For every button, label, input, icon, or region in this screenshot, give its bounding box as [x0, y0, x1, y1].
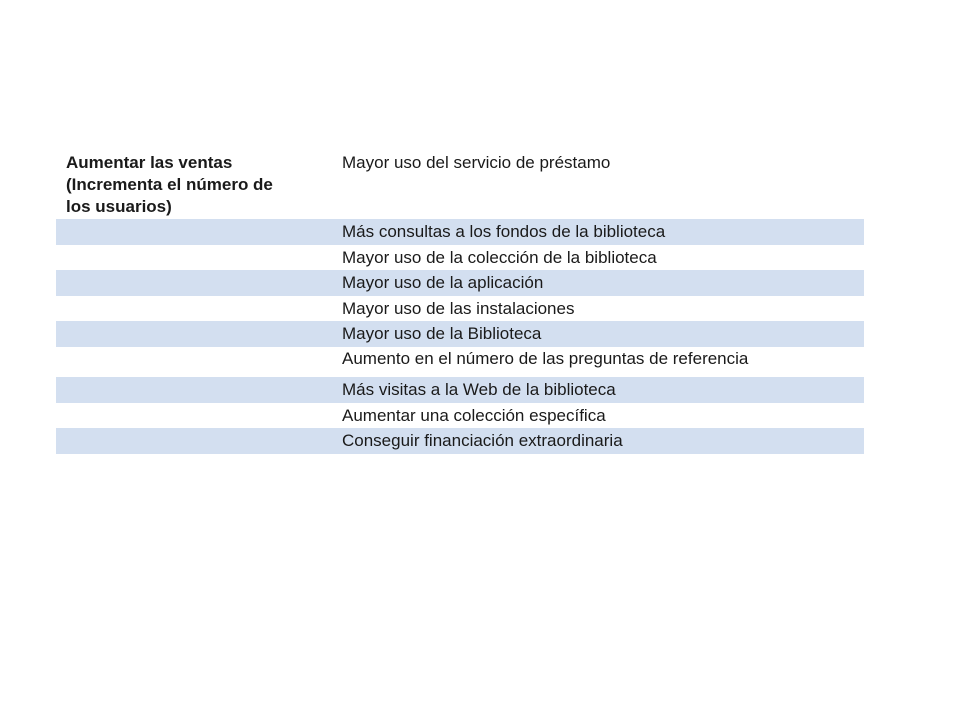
item-cell: Mayor uso del servicio de préstamo [342, 153, 611, 172]
item-cell: Aumento en el número de las preguntas de referencia [342, 348, 749, 368]
table-row [56, 245, 864, 271]
item-cell: Mayor uso de las instalaciones [342, 298, 575, 318]
item-cell: Aumentar una colección específica [342, 405, 606, 425]
item-cell: Mayor uso de la Biblioteca [342, 324, 542, 344]
empty-cell [56, 245, 334, 271]
empty-cell [56, 428, 334, 454]
empty-cell [56, 270, 334, 296]
table-row [56, 219, 864, 245]
category-line: Aumentar las ventas [66, 153, 233, 172]
category-line: los usuarios) [66, 197, 172, 216]
goals-table [56, 146, 864, 454]
table-row [56, 377, 864, 403]
item-cell: Conseguir financiación extraordinaria [342, 431, 623, 451]
empty-cell [56, 321, 334, 347]
empty-cell [56, 296, 334, 322]
item-cell: Mayor uso de la colección de la biblioteca [342, 247, 657, 267]
table-row [56, 428, 864, 454]
empty-cell [56, 347, 334, 377]
table-row [56, 146, 864, 219]
empty-cell [56, 403, 334, 429]
table-row [56, 347, 864, 377]
table-row [56, 270, 864, 296]
table-row [56, 403, 864, 429]
category-cell [56, 146, 334, 219]
item-cell: Más visitas a la Web de la biblioteca [342, 379, 616, 399]
empty-cell [56, 219, 334, 245]
item-cell: Mayor uso de la aplicación [342, 273, 544, 293]
table-row [56, 321, 864, 347]
table-row [56, 296, 864, 322]
item-cell: Más consultas a los fondos de la biblioteca [342, 222, 666, 241]
category-line: (Incrementa el número de [66, 175, 273, 194]
empty-cell [56, 377, 334, 403]
